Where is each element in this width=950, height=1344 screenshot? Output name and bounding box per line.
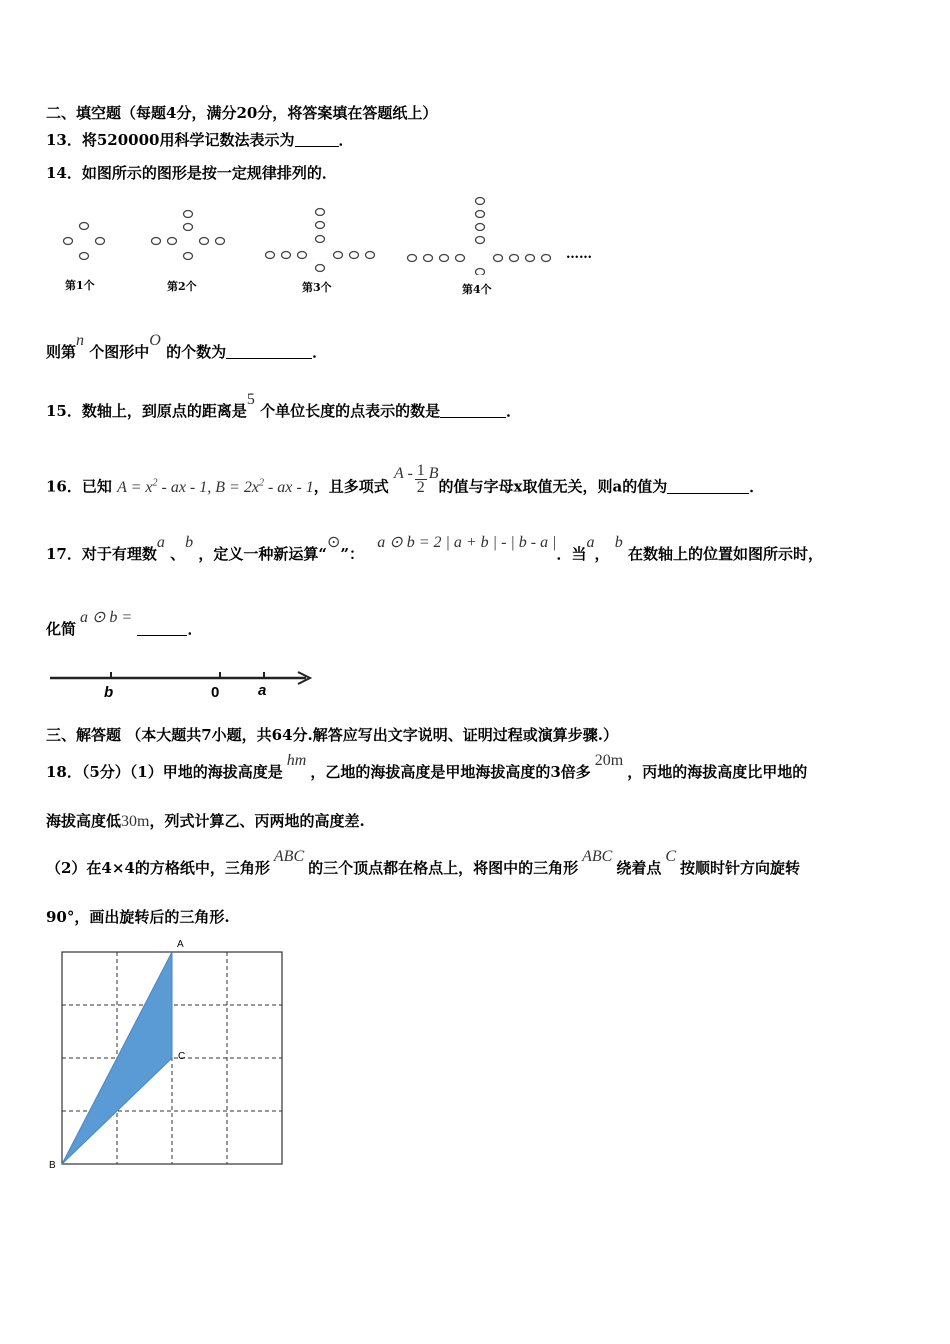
question-18-part2-cont: 90°，画出旋转后的三角形. (46, 908, 230, 926)
pattern-2 (152, 211, 225, 260)
q15-answer-blank[interactable] (440, 403, 506, 418)
q17-text-g: 化简 (46, 620, 77, 638)
q16-text-c: 的值与字母x取值无关，则a的值为 (438, 477, 668, 496)
question-18-part2 (46, 848, 801, 878)
q18-grid-figure (45, 935, 295, 1175)
q17-var-a-2: a (586, 534, 595, 551)
q16-answer-blank[interactable] (667, 479, 749, 494)
question-15 (46, 391, 522, 421)
q17-end: ． (187, 620, 203, 638)
q18-hm: hm (286, 752, 307, 769)
q17-answer-blank[interactable] (137, 621, 187, 636)
q15-end: ． (506, 402, 522, 420)
question-18-part1 (46, 752, 808, 782)
grid-label-c: C (178, 1051, 186, 1062)
q16-text-a: 16．已知 (46, 477, 112, 496)
q14-text-b: 个图形中 (89, 343, 150, 361)
q18-30m: 30m (121, 813, 150, 830)
q18-text-a: 18．（5分）（1）甲地的海拔高度是 (46, 763, 283, 781)
q13-end: ． (338, 131, 354, 149)
q17-var-a: a (156, 534, 165, 551)
q14-var-O: O (149, 332, 161, 349)
q16-poly-right: B (428, 464, 439, 482)
numberline-label-b: b (104, 684, 114, 701)
q18-text-c: ，丙地的海拔高度比甲地的 (627, 763, 808, 781)
question-14: 14．如图所示的图形是按一定规律排列的． (46, 164, 337, 182)
section2-heading: 二、填空题（每题4分，满分20分，将答案填在答题纸上） (46, 104, 438, 122)
q14-ellipsis: …… (566, 247, 592, 262)
pattern-3 (266, 209, 375, 272)
q17-simplify-line (46, 609, 203, 639)
question-16 (46, 462, 765, 504)
q14-text-c: 的个数为 (166, 343, 227, 361)
q16-end: ． (749, 477, 765, 496)
q18-2-text-c: 绕着点 (616, 859, 662, 877)
q14-caption-3: 第3个 (302, 281, 332, 294)
q18-2-text-a: （2）在4×4的方格纸中，三角形 (46, 859, 270, 877)
q17-text-e: ， (594, 545, 610, 563)
q18-2-text-d: 按顺时针方向旋转 (680, 859, 801, 877)
q17-var-b: b (185, 534, 194, 551)
q15-text-a: 15．数轴上，到原点的距离是 (46, 402, 247, 420)
q17-text-a: 17．对于有理数 (46, 545, 157, 563)
question-17 (46, 534, 824, 564)
q15-text-b: 个单位长度的点表示的数是 (260, 402, 441, 420)
q14-answer-line (46, 332, 328, 362)
q17-expr: a ⊙ b = (80, 609, 133, 626)
pattern-1 (64, 223, 105, 260)
q15-five: 5 (246, 391, 255, 408)
q18-text-e: ，列式计算乙、丙两地的高度差. (149, 812, 365, 830)
q13-answer-blank[interactable] (295, 132, 339, 147)
q18-abc-2: ABC (582, 848, 613, 865)
q14-var-n: n (76, 332, 85, 349)
q14-text-a: 则第 (46, 343, 77, 361)
q18-abc-1: ABC (273, 848, 305, 865)
q17-text-d: ．当 (556, 545, 587, 563)
q14-answer-blank[interactable] (226, 344, 312, 359)
question-13 (46, 129, 354, 150)
q17-text-c: ”： (340, 545, 365, 563)
section3-heading: 三、解答题 （本大题共7小题，共64分.解答应写出文字说明、证明过程或演算步骤.） (46, 726, 618, 744)
q14-caption-1: 第1个 (65, 279, 95, 292)
q18-text-b: ，乙地的海拔高度是甲地海拔高度的3倍多 (310, 763, 591, 781)
q16-text-b: ，且多项式 (313, 477, 389, 496)
grid-label-b: B (49, 1160, 56, 1171)
q17-definition: a ⊙ b = 2 | a + b | - | b - a | (377, 534, 557, 551)
grid-label-a: A (177, 939, 184, 950)
numberline-label-0: 0 (211, 684, 220, 701)
q18-2-text-b: 的三个顶点都在格点上，将图中的三角形 (308, 859, 579, 877)
q14-end: ． (312, 343, 328, 361)
numberline-label-a: a (258, 682, 267, 699)
question-18-part1-cont (46, 810, 365, 831)
q16-poly-left: A - (393, 464, 413, 482)
q14-pattern-figure (55, 195, 615, 275)
pattern-4 (408, 198, 551, 276)
q17-text-f: 在数轴上的位置如图所示时， (628, 545, 824, 563)
q16-fraction: $\frac{1}{2}$ (416, 462, 425, 496)
q18-point-c: C (665, 848, 677, 865)
q17-number-line (46, 664, 326, 704)
q17-op: ⊙ (327, 534, 341, 551)
q13-text: 13．将520000用科学记数法表示为 (46, 131, 295, 149)
q18-text-d: 海拔高度低 (46, 812, 122, 830)
q18-20m: 20m (594, 752, 624, 769)
q14-caption-2: 第2个 (167, 280, 197, 293)
q14-caption-4: 第4个 (462, 283, 492, 296)
q17-sep: 、 (170, 545, 186, 563)
q17-text-b: ，定义一种新运算“ (198, 545, 327, 563)
q16-formula: $A = x^2$ - ax - 1, $B = 2x^2$ - ax - 1 (117, 477, 314, 496)
q17-var-b-2: b (614, 534, 623, 551)
